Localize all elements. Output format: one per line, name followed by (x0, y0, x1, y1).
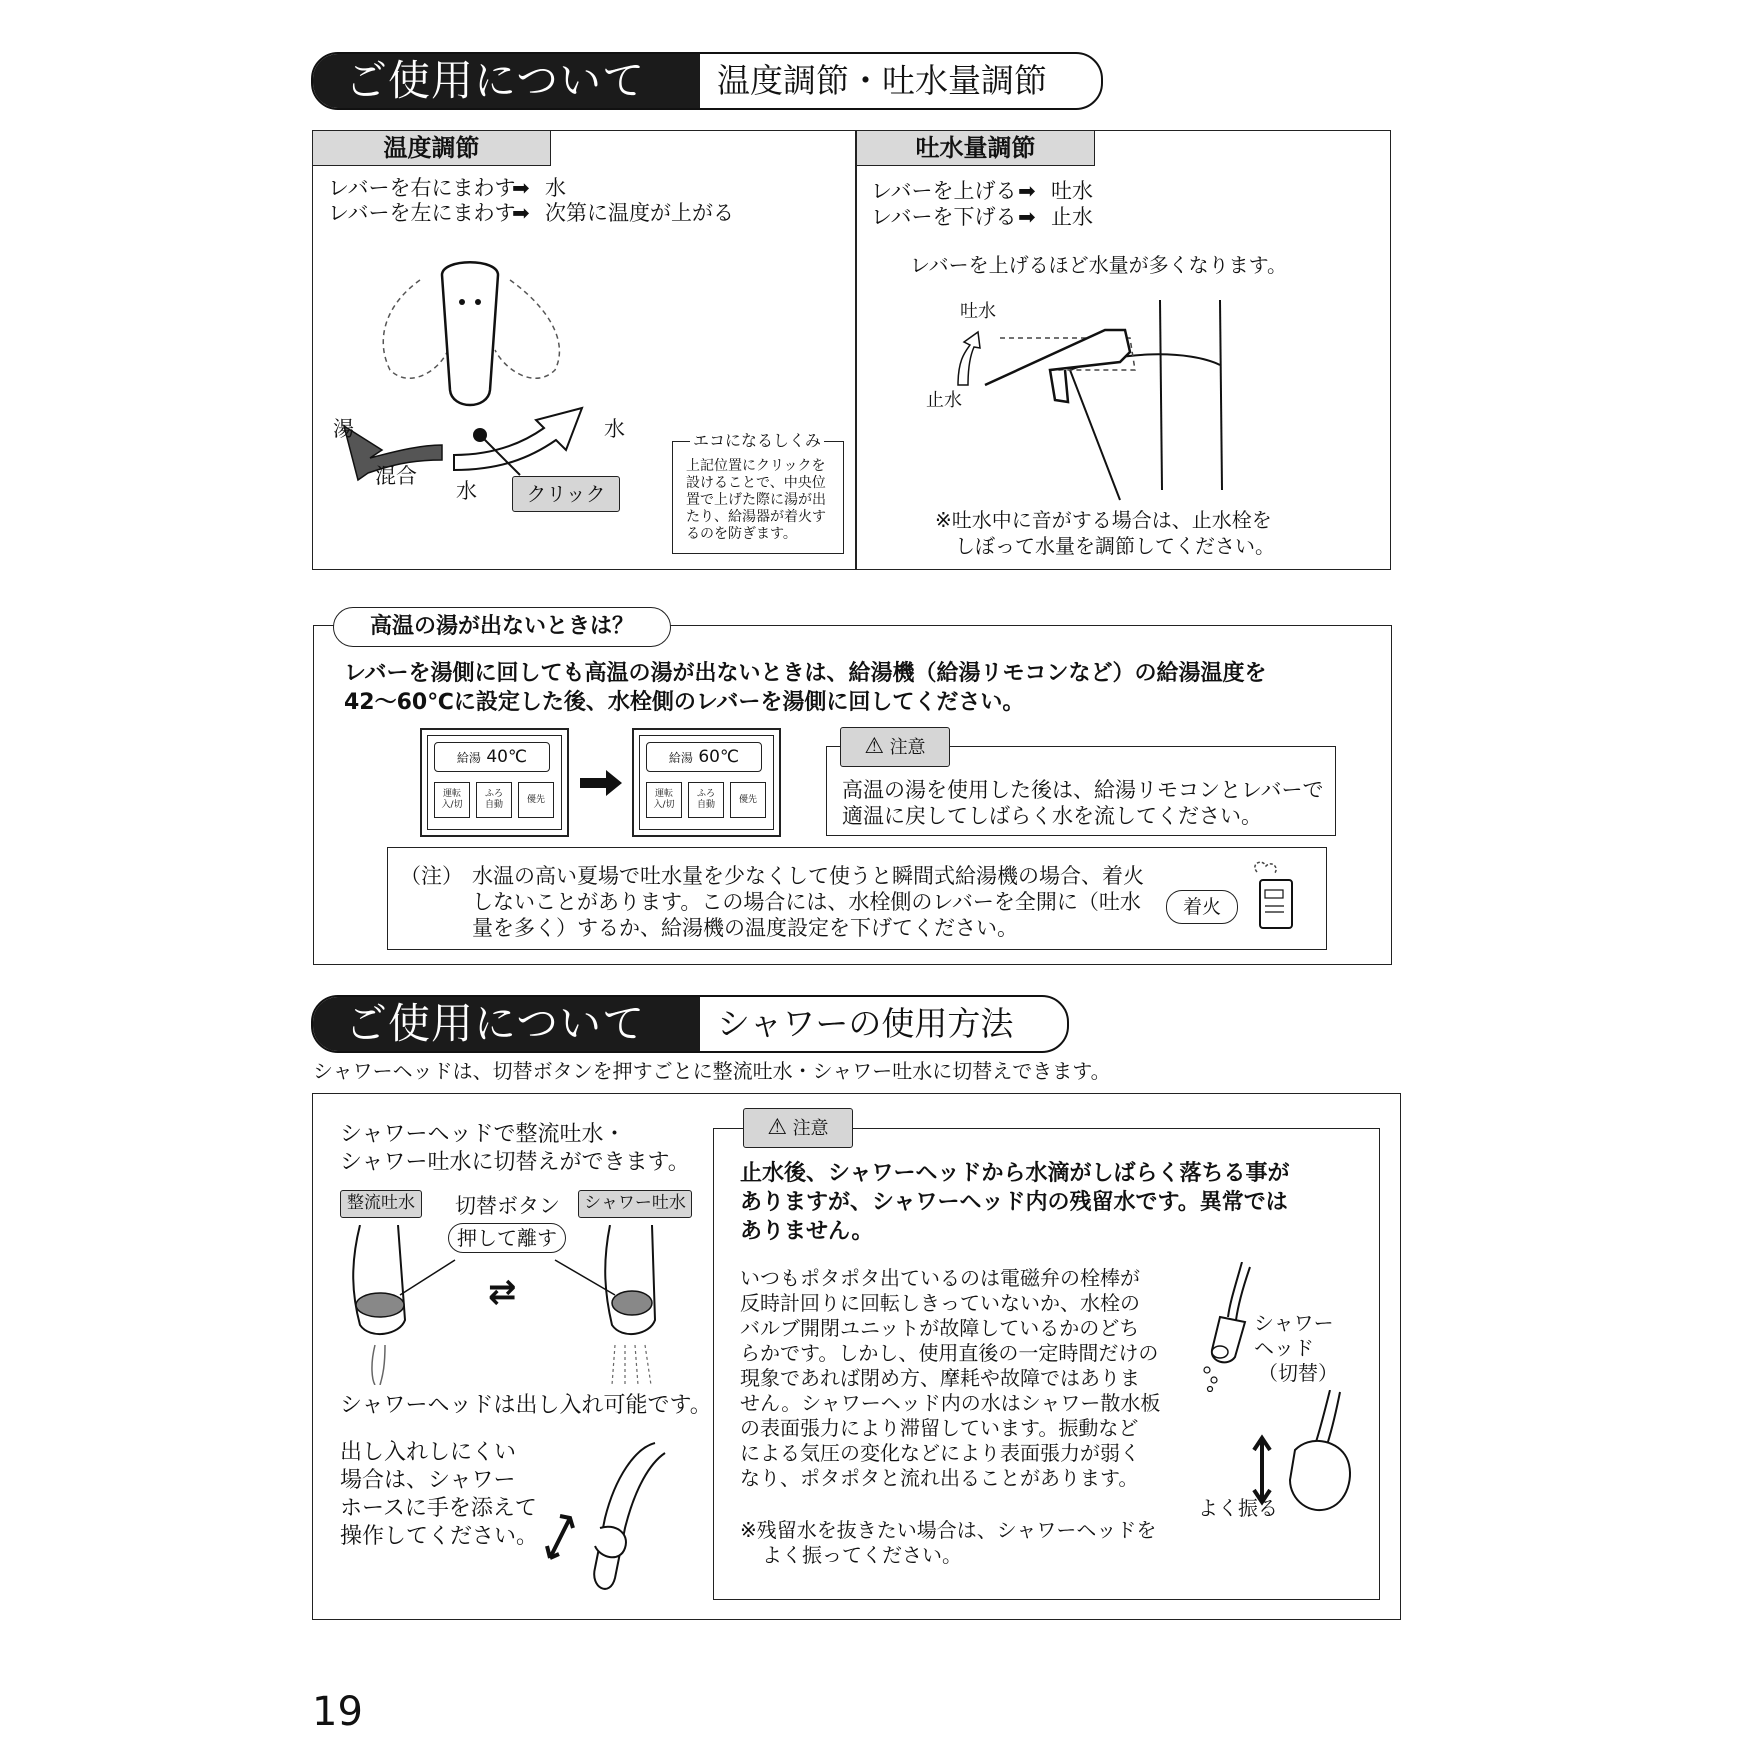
head-label-2: ヘッド (1254, 1336, 1314, 1360)
flow-line1-b: 吐水 (1051, 179, 1093, 203)
hot-caution-title: 注意 (889, 737, 926, 758)
shower-caution-title: 注意 (792, 1118, 829, 1139)
shower-body-line: せん。シャワーヘッド内の水はシャワー散水板 (740, 1391, 1161, 1415)
shower-note-1: ※残留水を抜きたい場合は、シャワーヘッドを (740, 1518, 1157, 1542)
right-arrow-icon (580, 768, 624, 798)
shower-head-2: ありますが、シャワーヘッド内の残留水です。異常では (740, 1190, 1288, 1215)
section1-header-sub: 温度調節・吐水量調節 (717, 61, 1047, 100)
label-water-bottom: 水 (456, 479, 477, 503)
hot-body-1: レバーを湯側に回しても高温の湯が出ないときは、給湯機（給湯リモコンなど）の給湯温度を (344, 661, 1267, 686)
shower-head-drip-illustration (1190, 1262, 1260, 1392)
flow-line2-b: 止水 (1051, 205, 1093, 229)
shower-head-3: ありません。 (740, 1219, 874, 1244)
tag-straight: 整流吐水 (340, 1190, 422, 1218)
arrow-icon: ➡ (1018, 179, 1036, 203)
arrow-icon: ➡ (1018, 205, 1036, 229)
section2-header (311, 995, 1069, 1053)
shake-label: よく振る (1198, 1496, 1278, 1520)
lever-lift-illustration (940, 290, 1240, 510)
label-mix: 混合 (375, 464, 417, 488)
water-heater-icon (1232, 858, 1302, 938)
section2-header-sub: シャワーの使用方法 (717, 1004, 1014, 1043)
shower-body-line: 現象であれば閉め方、摩耗や故障ではありま (740, 1366, 1140, 1390)
label-flow-off: 止水 (926, 390, 962, 411)
section1-header-main: ご使用について (313, 54, 700, 108)
remote-display-label: 給湯 (456, 751, 481, 765)
click-label: クリック (512, 476, 620, 512)
tag-shower: シャワー吐水 (578, 1190, 692, 1218)
remote-button: ふろ 自動 (476, 782, 512, 818)
arrow-icon: ➡ (512, 201, 530, 225)
flow-line2-a: レバーを下げる (871, 205, 1017, 229)
temp-line1-a: レバーを右にまわす (328, 176, 516, 200)
hard-line: ホースに手を添えて (340, 1496, 537, 1521)
remote-display-temp: 40℃ (486, 747, 528, 767)
section1-header (311, 52, 1103, 110)
temp-title: 温度調節 (312, 130, 551, 166)
remote-button: 運転 入/切 (434, 782, 470, 818)
hot-note-3: 量を多く）するか、給湯機の温度設定を下げてください。 (472, 916, 1018, 940)
temp-flow-divider (855, 130, 857, 570)
flow-note: レバーを上げるほど水量が多くなります。 (910, 253, 1287, 277)
shower-head-1: 止水後、シャワーヘッドから水滴がしばらく落ちる事が (740, 1161, 1290, 1186)
remote-display (434, 742, 550, 772)
hard-line: 出し入れしにくい (340, 1440, 517, 1465)
hot-caution-2: 適温に戻してしばらく水を流してください。 (842, 804, 1262, 828)
hot-note-1: 水温の高い夏場で吐水量を少なくして使うと瞬間式給湯機の場合、着火 (472, 864, 1144, 888)
hose-hand-illustration (545, 1438, 675, 1603)
hard-line: 場合は、シャワー (340, 1468, 516, 1493)
hot-note-prefix: （注） (400, 864, 463, 888)
section2-header-main: ご使用について (313, 997, 700, 1051)
hot-caution-tag (840, 727, 950, 767)
label-flow-on: 吐水 (960, 301, 996, 322)
hot-title: 高温の湯が出ないときは？ (333, 607, 671, 647)
remote-button: 優先 (730, 782, 766, 818)
shower-body-line: 反時計回りに回転しきっていないか、水栓の (740, 1291, 1140, 1315)
shower-body-line: いつもポタポタ出ているのは電磁弁の栓棒が (740, 1266, 1140, 1290)
eco-line: 設けることで、中央位 (686, 475, 826, 491)
remote-button: 優先 (518, 782, 554, 818)
remote-display-label: 給湯 (668, 751, 693, 765)
eco-line: 置で上げた際に湯が出 (686, 492, 826, 508)
switch-arrows-icon: ⇄ (488, 1272, 517, 1312)
warning-icon: ⚠ (864, 734, 885, 759)
shower-left-line1: シャワーヘッドで整流吐水・ (340, 1122, 626, 1147)
hot-note-2: しないことがあります。この場合には、水栓側のレバーを全開に（吐水 (472, 890, 1141, 914)
switch-label: 切替ボタン (455, 1194, 560, 1218)
flow-caution-2: しぼって水量を調節してください。 (955, 534, 1275, 558)
shower-body-line: による気圧の変化などにより表面張力が弱く (740, 1441, 1140, 1465)
head-label-1: シャワー (1254, 1311, 1334, 1335)
hot-body-2: 42～60℃に設定した後、水栓側のレバーを湯側に回してください。 (344, 690, 1025, 715)
eco-line: 上記位置にクリックを (686, 458, 826, 474)
push-release-button: 押して離す (448, 1223, 566, 1253)
page-number: 19 (312, 1689, 363, 1735)
remote-button: 運転 入/切 (646, 782, 682, 818)
eco-title: エコになるしくみ (690, 432, 824, 449)
head-label-3: （切替） (1258, 1361, 1338, 1385)
shower-note-2: よく振ってください。 (762, 1543, 962, 1567)
flow-line1-a: レバーを上げる (871, 179, 1017, 203)
ignite-label: 着火 (1166, 890, 1238, 924)
shower-body-line: らかです。しかし、使用直後の一定時間だけの (740, 1341, 1159, 1365)
eco-line: たり、給湯器が着火す (686, 509, 826, 525)
eco-line: るのを防ぎます。 (686, 526, 797, 542)
label-water-right: 水 (604, 417, 625, 441)
remote-button: ふろ 自動 (688, 782, 724, 818)
remote-40 (420, 728, 569, 837)
remote-display (646, 742, 762, 772)
shower-body-line: の表面張力により滞留しています。振動など (740, 1416, 1139, 1440)
label-hot: 湯 (333, 417, 354, 441)
temp-line1-b: 水 (545, 176, 566, 200)
arrow-icon: ➡ (512, 176, 530, 200)
remote-display-temp: 60℃ (698, 747, 740, 767)
hot-caution-1: 高温の湯を使用した後は、給湯リモコンとレバーで (842, 778, 1324, 802)
remote-60 (632, 728, 781, 837)
shower-caution-tag (743, 1108, 853, 1148)
temp-line2-b: 次第に温度が上がる (545, 201, 734, 225)
shower-left-line2: シャワー吐水に切替えができます。 (340, 1150, 690, 1175)
section2-intro: シャワーヘッドは、切替ボタンを押すごとに整流吐水・シャワー吐水に切替えできます。 (313, 1059, 1111, 1083)
warning-icon: ⚠ (767, 1115, 788, 1140)
pull-note: シャワーヘッドは出し入れ可能です。 (340, 1393, 712, 1418)
temp-line2-a: レバーを左にまわす (328, 201, 516, 225)
shower-body-line: なり、ポタポタと流れ出ることがあります。 (740, 1466, 1139, 1490)
flow-title: 吐水量調節 (856, 130, 1095, 166)
hard-line: 操作してください。 (340, 1524, 539, 1549)
shower-body-line: バルブ開閉ユニットが故障しているかのどち (740, 1316, 1140, 1340)
flow-caution-1: ※吐水中に音がする場合は、止水栓を (935, 508, 1272, 532)
